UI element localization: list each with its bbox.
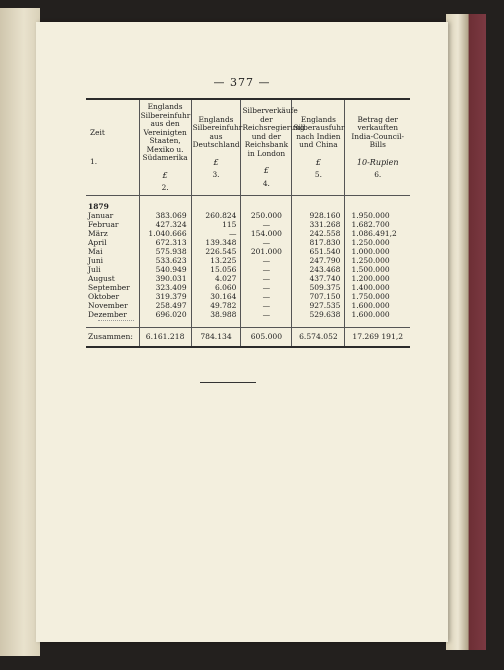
total-col-6: 17.269 191,2 (345, 328, 410, 348)
value-cell-c5: 247.790 (292, 256, 345, 265)
table-row (86, 238, 410, 247)
value-cell-c4: — (241, 301, 292, 310)
total-col-3: 784.134 (191, 328, 241, 348)
value-cell-c4: 154.000 (241, 229, 292, 238)
value-cell-c6: 1.400.000 (345, 283, 410, 292)
month-cell: Februar (88, 220, 119, 230)
value-cell-c2: 696.020 (139, 310, 191, 328)
table-row (86, 229, 410, 238)
month-cell: September (88, 283, 130, 293)
table-row (86, 274, 410, 283)
value-cell-c5: 817.830 (292, 238, 345, 247)
table-row (86, 283, 410, 292)
month-cell: April (88, 238, 107, 248)
value-cell-c6: 1.600.000 (345, 301, 410, 310)
value-cell-c6: 1.600.000 (345, 310, 410, 328)
value-cell-c6: 1.750.000 (345, 292, 410, 301)
value-cell-c5: 509.375 (292, 283, 345, 292)
value-cell-c5: 437.740 (292, 274, 345, 283)
year-label: 1879 (88, 202, 109, 212)
total-col-4: 605.000 (241, 328, 292, 348)
value-cell-c6: 1.200.000 (345, 274, 410, 283)
total-col-2: 6.161.218 (139, 328, 191, 348)
silver-trade-table (86, 98, 410, 348)
book-page (36, 22, 448, 642)
year-row (86, 196, 410, 212)
header-col-3: Englands Silbereinfuhr aus Deutschland £ 3. (191, 99, 241, 196)
value-cell-c5: 928.160 (292, 211, 345, 220)
book-left-page-edge (0, 8, 40, 656)
value-cell-c4: — (241, 310, 292, 328)
value-cell-c4: — (241, 256, 292, 265)
table-row (86, 310, 410, 328)
value-cell-c2: 319.379 (139, 292, 191, 301)
total-row (86, 328, 410, 348)
value-cell-c3: 15.056 (191, 265, 241, 274)
value-cell-c4: 201.000 (241, 247, 292, 256)
table-row (86, 301, 410, 310)
value-cell-c4: — (241, 238, 292, 247)
page-number: — 377 — (213, 76, 271, 89)
value-cell-c2: 575.938 (139, 247, 191, 256)
total-col-5: 6.574.052 (292, 328, 345, 348)
value-cell-c3: — (191, 229, 241, 238)
value-cell-c4: — (241, 292, 292, 301)
value-cell-c2: 533.623 (139, 256, 191, 265)
value-cell-c6: 1.086.491,2 (345, 229, 410, 238)
value-cell-c3: 260.824 (191, 211, 241, 220)
value-cell-c3: 38.988 (191, 310, 241, 328)
value-cell-c6: 1.000.000 (345, 247, 410, 256)
value-cell-c6: 1.250.000 (345, 256, 410, 265)
value-cell-c2: 383.069 (139, 211, 191, 220)
value-cell-c4: — (241, 283, 292, 292)
table-header-row (86, 99, 410, 196)
dotted-mark (98, 320, 134, 321)
month-cell: Juni (88, 256, 104, 266)
header-col-5: Englands Silberausfuhr nach Indien und China £ 5. (292, 99, 345, 196)
value-cell-c2: 1.040.666 (139, 229, 191, 238)
month-cell: November (88, 301, 128, 311)
total-label: Zusammen: (86, 328, 139, 348)
table-row (86, 292, 410, 301)
table-row (86, 256, 410, 265)
value-cell-c5: 242.558 (292, 229, 345, 238)
value-cell-c3: 139.348 (191, 238, 241, 247)
value-cell-c3: 13.225 (191, 256, 241, 265)
value-cell-c5: 243.468 (292, 265, 345, 274)
value-cell-c5: 331.268 (292, 220, 345, 229)
value-cell-c4: — (241, 274, 292, 283)
value-cell-c5: 927.535 (292, 301, 345, 310)
book-cover-edge (446, 14, 486, 650)
value-cell-c3: 30.164 (191, 292, 241, 301)
month-cell: August (88, 274, 115, 284)
header-col-2: Englands Silbereinfuhr aus den Vereinigten Staaten, Mexiko u. Südamerika £ 2. (139, 99, 191, 196)
value-cell-c6: 1.500.000 (345, 265, 410, 274)
value-cell-c2: 258.497 (139, 301, 191, 310)
month-cell: Oktober (88, 292, 120, 302)
month-cell: Dezember (88, 310, 127, 320)
value-cell-c2: 323.409 (139, 283, 191, 292)
value-cell-c2: 427.324 (139, 220, 191, 229)
value-cell-c5: 529.638 (292, 310, 345, 328)
header-zeit: Zeit 1. (86, 99, 139, 196)
value-cell-c3: 6.060 (191, 283, 241, 292)
value-cell-c3: 4.027 (191, 274, 241, 283)
header-col-4: Silberverkäufe der Reichsregierung und der Reichsbank in London £ 4. (241, 99, 292, 196)
value-cell-c3: 226.545 (191, 247, 241, 256)
month-cell: Mai (88, 247, 103, 257)
month-cell: Januar (88, 211, 114, 221)
table-row (86, 265, 410, 274)
value-cell-c4: — (241, 265, 292, 274)
value-cell-c5: 651.540 (292, 247, 345, 256)
value-cell-c6: 1.250.000 (345, 238, 410, 247)
month-cell: Juli (88, 265, 101, 275)
value-cell-c2: 672.313 (139, 238, 191, 247)
section-divider (200, 382, 256, 383)
value-cell-c2: 540.949 (139, 265, 191, 274)
value-cell-c2: 390.031 (139, 274, 191, 283)
value-cell-c4: — (241, 220, 292, 229)
value-cell-c6: 1.682.700 (345, 220, 410, 229)
value-cell-c6: 1.950.000 (345, 211, 410, 220)
header-col-6: Betrag der verkauften India-Council-Bills 10-Rupien 6. (345, 99, 410, 196)
value-cell-c4: 250.000 (241, 211, 292, 220)
table-row (86, 211, 410, 220)
value-cell-c3: 49.782 (191, 301, 241, 310)
month-cell: März (88, 229, 108, 239)
table-row (86, 247, 410, 256)
table-row (86, 220, 410, 229)
value-cell-c5: 707.150 (292, 292, 345, 301)
value-cell-c3: 115 (191, 220, 241, 229)
